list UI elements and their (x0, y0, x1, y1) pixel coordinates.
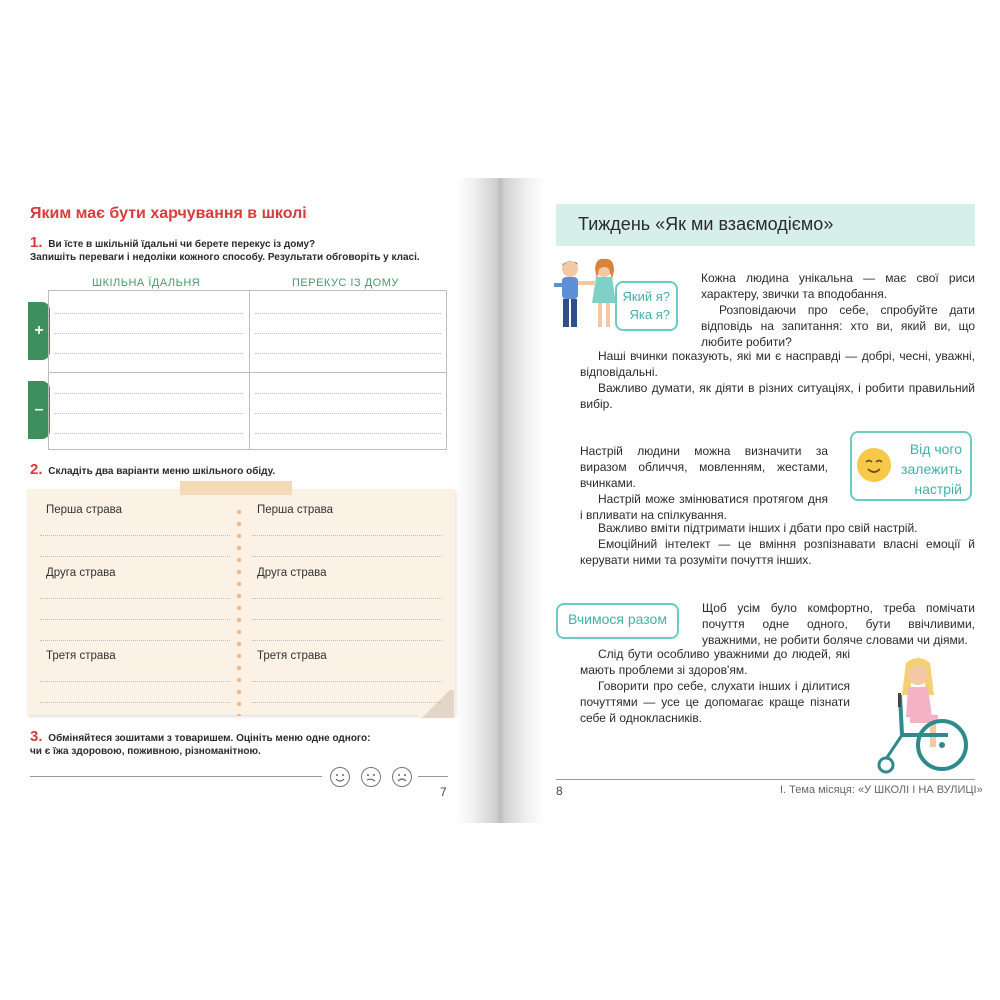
text-line: Важливо вміти підтримати інших і дбати про свій настрій. (598, 521, 918, 535)
paragraph-uniqueness (701, 270, 975, 350)
bubble-line: Яка я? (629, 307, 670, 322)
writing-line[interactable] (255, 313, 441, 314)
writing-line[interactable] (252, 598, 442, 599)
task-number: 2. (30, 461, 43, 478)
writing-line[interactable] (252, 535, 442, 536)
menu-second-course-label: Друга страва (46, 567, 116, 579)
writing-line[interactable] (55, 353, 243, 354)
writing-line[interactable] (40, 702, 230, 703)
footer-rule (418, 776, 448, 777)
footer-rule (30, 776, 322, 777)
writing-line[interactable] (55, 333, 243, 334)
pros-cons-table (48, 290, 447, 450)
who-am-i-bubble (615, 281, 678, 331)
writing-line[interactable] (252, 640, 442, 641)
week-title: Тиждень «Як ми взаємодіємо» (578, 214, 834, 234)
text-line: Настрій може змінюватися протягом дня і впливати на спілкування. (580, 492, 828, 522)
text-line: Слід бути особливо уважними до людей, які мають проблеми зі здоров'ям. (580, 647, 850, 677)
pros-tab (28, 302, 50, 360)
column-header-snack: ПЕРЕКУС ІЗ ДОМУ (292, 277, 399, 289)
smiling-face-icon (856, 447, 892, 483)
text-line: Важливо думати, як діяти в різних ситуаціях, і робити правильний вибір. (580, 381, 975, 411)
writing-line[interactable] (252, 619, 442, 620)
dotted-divider (236, 506, 242, 716)
tape-strip (180, 481, 292, 495)
task-2 (30, 461, 275, 478)
paragraph-care (580, 646, 850, 726)
text-line: Емоційний інтелект — це вміння розпізнавати власні емоції й керувати ними та розуміти почуття інших. (580, 537, 975, 567)
page-title: Яким має бути харчування в школі (30, 205, 307, 222)
page-number: 7 (440, 785, 447, 799)
column-header-canteen: ШКІЛЬНА ЇДАЛЬНЯ (92, 277, 201, 289)
task-text-line1: Обміняйтеся зошитами з товаришем. Оцініть меню одне одного: (48, 733, 371, 744)
text-line: Говорити про себе, слухати інших і ділитися почуттями — усе це допомагає краще пізнати себе й однокласників. (580, 679, 850, 725)
paragraph-actions (580, 348, 975, 412)
task-number: 1. (30, 234, 43, 251)
bubble-line: Який я? (622, 289, 670, 304)
text-line: Кожна людина унікальна — має свої риси характеру, звички та вподобання. (701, 271, 975, 301)
note-corner-fold (418, 690, 454, 718)
page-number: 8 (556, 784, 563, 798)
text-line: Настрій людини можна визначити за виразом обличчя, мовленням, жестами, вчинками. (580, 444, 828, 490)
task-text: Складіть два варіанти меню шкільного обіду. (48, 466, 276, 477)
paragraph-mood (580, 443, 828, 523)
writing-line[interactable] (55, 393, 243, 394)
writing-line[interactable] (40, 598, 230, 599)
writing-line[interactable] (40, 681, 230, 682)
footer-rule (556, 779, 975, 780)
wheelchair-girl-illustration (868, 655, 968, 777)
menu-first-course-label: Перша страва (46, 504, 123, 516)
writing-line[interactable] (252, 556, 442, 557)
task-text-line2: Запишіть переваги і недоліки кожного способу. Результати обговоріть у класі. (30, 252, 420, 263)
writing-line[interactable] (252, 702, 442, 703)
bubble-line: залежить (901, 461, 962, 477)
writing-line[interactable] (255, 353, 441, 354)
writing-line[interactable] (55, 413, 243, 414)
writing-line[interactable] (40, 556, 230, 557)
neutral-face-icon[interactable] (361, 767, 381, 787)
minus-icon: – (34, 401, 44, 418)
happy-face-icon[interactable] (330, 767, 350, 787)
writing-line[interactable] (55, 313, 243, 314)
writing-line[interactable] (40, 640, 230, 641)
writing-line[interactable] (40, 619, 230, 620)
task-1 (30, 236, 445, 264)
task-text-line2: чи є їжа здоровою, поживною, різноманітною. (30, 746, 261, 757)
menu-second-course-label: Друга страва (257, 567, 327, 579)
task-number: 3. (30, 728, 43, 745)
learning-together-bubble: Вчимося разом (556, 603, 679, 639)
menu-third-course-label: Третя страва (46, 650, 116, 662)
writing-line[interactable] (255, 433, 441, 434)
task-3 (30, 730, 430, 758)
writing-line[interactable] (40, 535, 230, 536)
book-spine (455, 178, 545, 823)
writing-line[interactable] (55, 433, 243, 434)
bubble-line: настрій (914, 481, 962, 497)
running-footer: І. Тема місяця: «У ШКОЛІ І НА ВУЛИЦІ» (780, 784, 983, 796)
writing-line[interactable] (252, 681, 442, 682)
bubble-line: Від чого (909, 441, 962, 457)
paragraph-comfort: Щоб усім було комфортно, треба помічати почуття одне одного, бути ввічливими, уважними, не робити боляче словами чи діями. (702, 601, 975, 647)
menu-third-course-label: Третя страва (257, 650, 327, 662)
writing-line[interactable] (255, 333, 441, 334)
task-text-line1: Ви їсте в шкільній їдальні чи берете перекус із дому? (48, 239, 316, 250)
cons-tab (28, 381, 50, 439)
plus-icon: + (34, 322, 44, 339)
writing-line[interactable] (255, 413, 441, 414)
writing-line[interactable] (255, 393, 441, 394)
text-line: Наші вчинки показують, які ми є насправді — добрі, чесні, уважні, відповідальні. (580, 349, 975, 379)
paragraph-emotional-intelligence (580, 520, 975, 568)
text-line: Розповідаючи про себе, спробуйте дати відповідь на запитання: хто ви, який ви, що любите робити? (701, 303, 975, 349)
menu-first-course-label: Перша страва (257, 504, 334, 516)
sad-face-icon[interactable] (392, 767, 412, 787)
